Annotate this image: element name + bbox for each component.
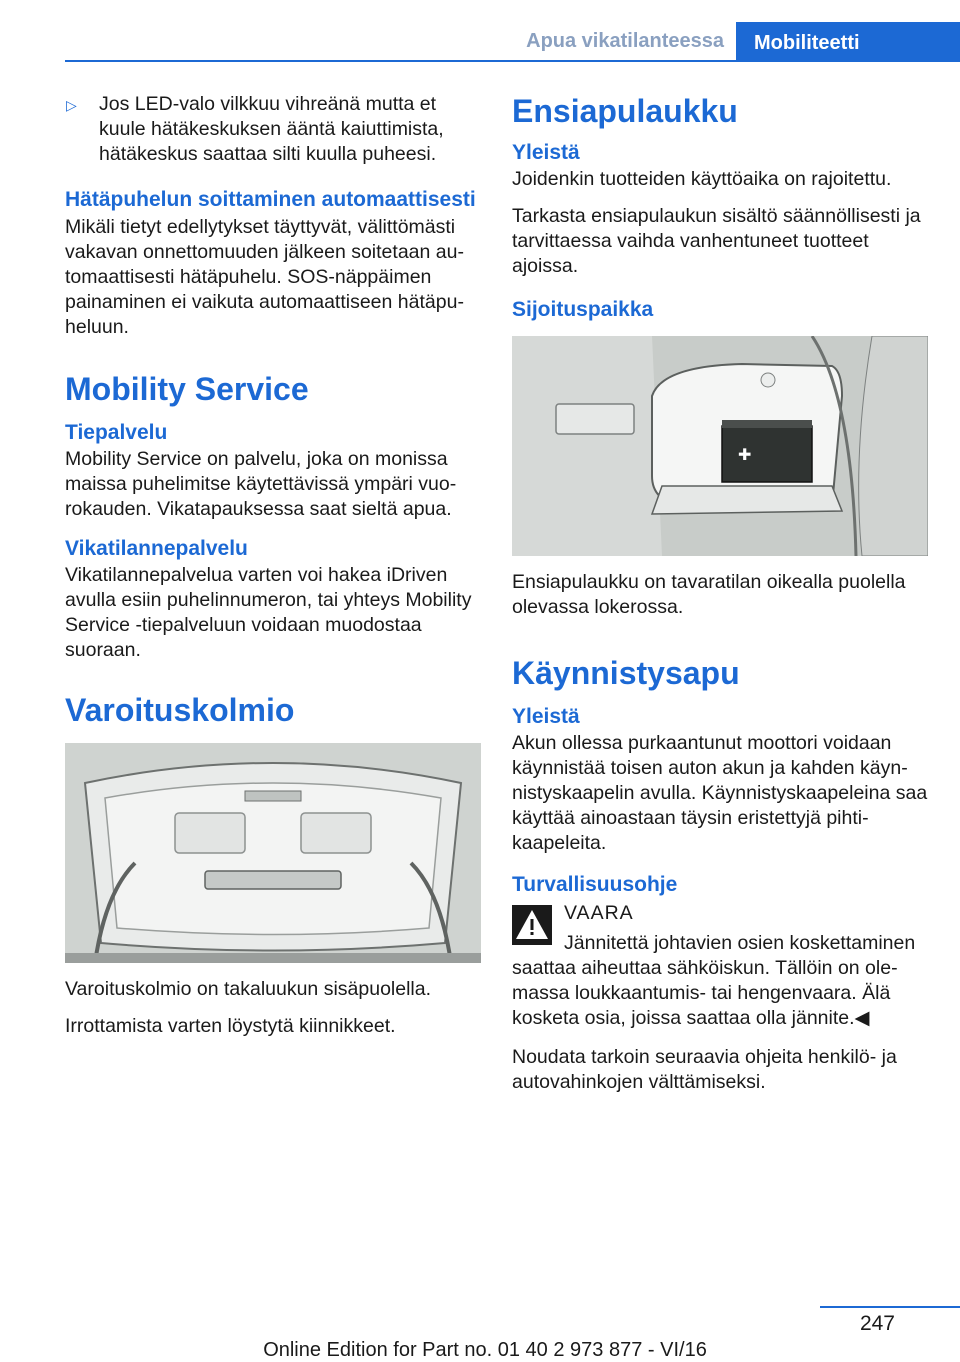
warning-text: Jännitettä johtavien osien koskettaminen saattaa aiheuttaa sähköiskun. Tällöin on olemassa loukkaantumis- tai hengenvaara. Älä kosketa osia, joissa saattaa olla jännite.◀ <box>512 932 916 1029</box>
incident-heading: Vikatilannepalvelu <box>65 537 248 560</box>
auto-call-heading: Hätäpuhelun soittaminen automaattisesti <box>65 188 476 211</box>
trunk-lid-drawing <box>65 743 481 963</box>
triangle-text-2: Irrottamista varten löystytä kiinnikkeet. <box>65 1015 396 1037</box>
trunk-compartment-drawing <box>512 336 928 556</box>
bullet-text: Jos LED-valo vilkkuu vihreänä mutta et kuule hätäkeskuksen ääntä kaiuttimista, hätäkeskus saattaa silti kuulla puheesi. <box>99 93 444 165</box>
header-section-title: Apua vikatilanteessa <box>526 30 724 52</box>
right-column <box>512 92 928 1107</box>
road-service-text: Mobility Service on palvelu, joka on monissa maissa puhelimitse käytettävissä ympäri vuorokauden. Vikatapauksessa saat sieltä apua. <box>65 448 457 520</box>
page-header <box>65 22 960 62</box>
triangle-heading: Varoituskolmio <box>65 692 295 728</box>
triangle-text-1: Varoituskolmio on takaluukun sisäpuolella. <box>65 978 432 1000</box>
left-column <box>65 92 481 1051</box>
svg-text:✚: ✚ <box>738 445 752 464</box>
general-heading: Yleistä <box>512 141 580 164</box>
triangle-bullet-icon: ▷ <box>66 97 77 113</box>
jump-general-text: Akun ollessa purkaantunut moottori voidaan käynnistää toisen auton akun ja kahden käynnistyskaapelin avulla. Käynnistyskaapeleina saa käyttää ainoastaan täysin eristettyjä pihtikaapeleita. <box>512 732 928 854</box>
safety-heading: Turvallisuusohje <box>512 873 678 896</box>
incident-text: Vikatilannepalvelua varten voi hakea iDriven avulla esiin puhelinnumeron, tai yhteys Mobility Service -tiepalveluun voidaan muodostaa suoraan. <box>65 564 472 661</box>
warning-box <box>512 901 928 1031</box>
general-text-1: Joidenkin tuotteiden käyttöaika on rajoitettu. <box>512 168 892 190</box>
mobility-heading: Mobility Service <box>65 371 309 407</box>
firstaid-heading: Ensiapulaukku <box>512 93 738 129</box>
trunk-lid-illustration <box>65 743 481 963</box>
trunk-compartment-illustration <box>512 336 928 556</box>
page-number: 247 <box>859 1312 895 1335</box>
footer-rule <box>820 1306 960 1308</box>
header-chapter-tab: Mobiliteetti <box>736 22 960 62</box>
jumpstart-heading: Käynnistysapu <box>512 655 740 691</box>
follow-text: Noudata tarkoin seuraavia ohjeita henkilö- ja autovahinkojen välttämiseksi. <box>512 1046 897 1093</box>
edition-text: Online Edition for Part no. 01 40 2 973 877 - VI/16 <box>263 1339 707 1361</box>
location-heading: Sijoituspaikka <box>512 298 654 321</box>
bullet-item <box>65 92 481 167</box>
general-text-2: Tarkasta ensiapulaukun sisältö säännöllisesti ja tarvittaessa vaihda vanhentuneet tuotteet ajoissa. <box>512 205 921 277</box>
jump-general-heading: Yleistä <box>512 705 580 728</box>
location-text: Ensiapulaukku on tavaratilan oikealla puolella olevassa lokerossa. <box>512 571 906 618</box>
auto-call-text: Mikäli tietyt edellytykset täyttyvät, välittömästi vakavan onnettomuuden jälkeen soitetaan automaattisesti hätäpuhelu. SOS-näppäimen painaminen ei vaikuta automaattiseen hätäpuheluun. <box>65 216 464 338</box>
road-service-heading: Tiepalvelu <box>65 421 168 444</box>
warning-title: VAARA <box>564 902 634 924</box>
